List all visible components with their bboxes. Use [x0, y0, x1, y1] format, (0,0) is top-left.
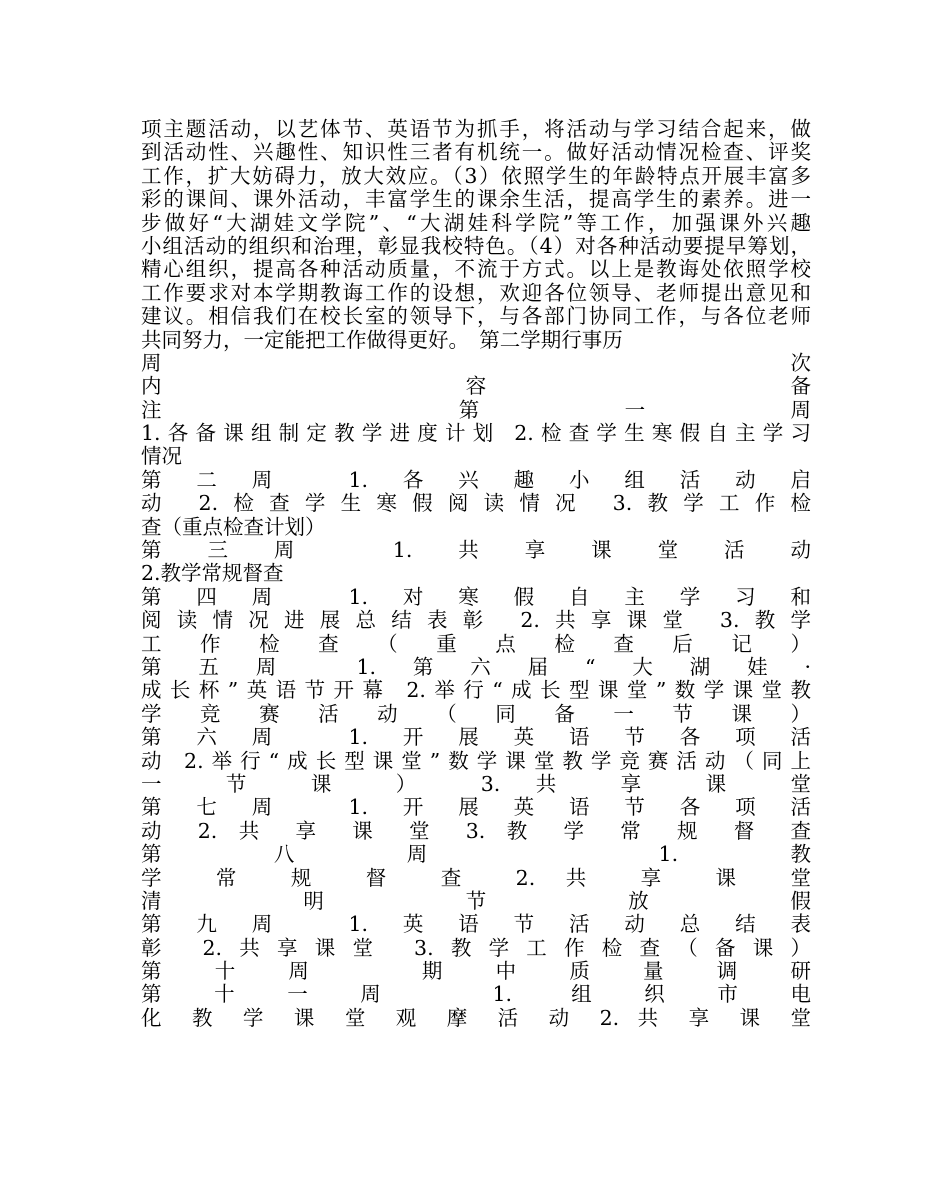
text-line: 第四周 1.对寒假自主学习和	[141, 585, 811, 609]
text-line: 精心组织，提高各种活动质量，不流于方式。以上是教诲处依照学校	[141, 258, 811, 282]
text-line: 工 作 检 查 （ 重 点 检 查 后 记 ）	[141, 632, 811, 656]
text-line: 化 教 学 课 堂 观 摩 活 动 2. 共 享 课 堂	[141, 1006, 811, 1030]
text-line: 一 节 课 ） 3. 共 享 课 堂	[141, 772, 811, 796]
text-line: 到活动性、兴趣性、知识性三者有机统一。做好活动情况检查、评奖	[141, 141, 811, 165]
text-line: 清 明 节 放 假	[141, 889, 811, 913]
text-line: 建议。相信我们在校长室的领导下，与各部门协同工作，与各位老师	[141, 305, 811, 329]
text-line: 2.教学常规督查	[141, 562, 284, 586]
text-line: 查（重点检查计划）	[141, 515, 326, 539]
text-line: 成长杯”英语节开幕 2.举行“成长型课堂”数学课堂教	[141, 679, 811, 703]
text-line: 学 常 规 督 查 2. 共 享 课 堂	[141, 866, 811, 890]
text-line: 第三周 1.共享课堂活动	[141, 539, 811, 563]
text-line: 共同努力，一定能把工作做得更好。 第二学期行事历	[141, 328, 623, 352]
document-body	[141, 118, 811, 1030]
text-line: 第八周 1.教	[141, 843, 811, 867]
text-line: 阅读情况进展总结表彰 2.共享课堂 3.教学	[141, 609, 811, 633]
text-line: 第九周 1.英语节活动总结表	[141, 913, 811, 937]
text-line: 第七周 1.开展英语节各项活	[141, 796, 811, 820]
text-line: 小组活动的组织和治理，彰显我校特色。（4）对各种活动要提早筹划，	[141, 234, 811, 258]
text-line: 第十一周 1. 组织市电	[141, 983, 811, 1007]
text-line: 工作，扩大妨碍力，放大效应。（3）依照学生的年龄特点开展丰富多	[141, 164, 811, 188]
text-line: 步做好“大湖娃文学院”、“大湖娃科学院”等工作，加强课外兴趣	[141, 211, 811, 235]
text-line: 周 次	[141, 351, 811, 375]
text-line: 1.各备课组制定教学进度计划 2.检查学生寒假自主学习	[141, 422, 811, 446]
text-line: 第五周 1.第六届“大湖娃·	[141, 655, 811, 679]
text-line: 第二周 1.各兴趣小组活动启	[141, 468, 811, 492]
text-line: 动 2. 共 享 课 堂 3. 教 学 常 规 督 查	[141, 819, 811, 843]
text-line: 项主题活动，以艺体节、英语节为抓手，将活动与学习结合起来，做	[141, 118, 811, 141]
text-line: 内 容 备	[141, 375, 811, 399]
text-line: 工作要求对本学期教诲工作的设想，欢迎各位领导、老师提出意见和	[141, 281, 811, 305]
text-line: 第十周 期中质量调研	[141, 960, 811, 984]
text-line: 动 2.检查学生寒假阅读情况 3.教学工作检	[141, 492, 811, 516]
text-line: 彰 2.共享课堂 3.教学工作检查（备课）	[141, 936, 811, 960]
text-line: 注 第一周	[141, 398, 811, 422]
text-line: 动 2.举行“成长型课堂”数学课堂教学竞赛活动（同上	[141, 749, 811, 773]
text-line: 彩的课间、课外活动，丰富学生的课余生活，提高学生的素养。进一	[141, 188, 811, 212]
text-line: 情况	[141, 445, 182, 469]
text-line: 学 竞 赛 活 动 （ 同 备 一 节 课 ）	[141, 702, 811, 726]
text-line: 第六周 1.开展英语节各项活	[141, 726, 811, 750]
